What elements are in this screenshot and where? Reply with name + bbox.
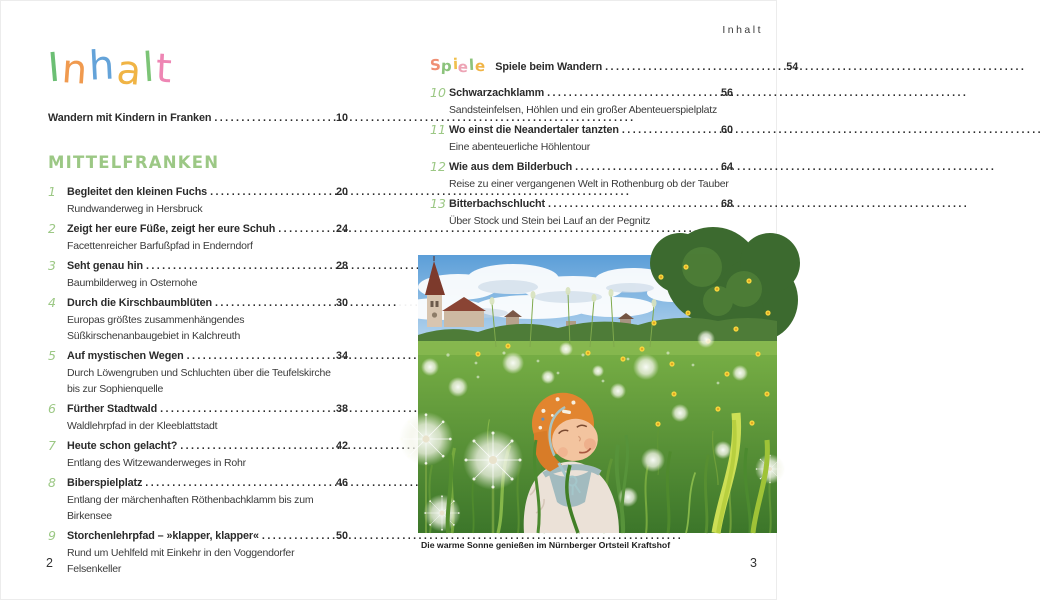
entry-title: Wandern mit Kindern in Franken xyxy=(48,112,212,124)
entry-title: Heute schon gelacht? xyxy=(67,440,178,452)
entry-subtitle-line: Süßkirschenanbaugebiet in Kalchreuth xyxy=(67,330,241,342)
colored-letter: t xyxy=(154,45,175,93)
entry-subtitle-line: Durch Löwengruben und Schluchten über die Teufelskirche xyxy=(67,367,331,379)
entry-subtitle xyxy=(67,365,348,397)
section-heading: MITTELFRANKEN xyxy=(48,153,220,172)
entry-subtitle xyxy=(67,492,348,524)
entry-page-number: 50 xyxy=(335,530,348,542)
dot-leader xyxy=(146,258,329,275)
toc-entry xyxy=(48,221,348,254)
entry-number: 4 xyxy=(48,295,56,310)
dot-leader xyxy=(575,159,714,176)
dot-leader xyxy=(215,295,329,312)
entry-subtitle-line: bis zur Sophienquelle xyxy=(67,383,164,395)
dot-leader xyxy=(262,528,329,545)
entry-title: Seht genau hin xyxy=(67,260,143,272)
entry-number: 1 xyxy=(48,184,56,199)
dot-leader xyxy=(548,196,714,213)
entry-number: 12 xyxy=(430,159,446,174)
dot-leader xyxy=(622,122,714,139)
entry-title: Storchenlehrpfad – »klapper, klapper« xyxy=(67,530,259,542)
entry-title: Fürther Stadtwald xyxy=(67,403,158,415)
entry-number: 2 xyxy=(48,221,56,236)
entry-subtitle-line: Rundwanderweg in Hersbruck xyxy=(67,203,203,215)
toc-entry xyxy=(48,528,348,577)
entry-title: Auf mystischen Wegen xyxy=(67,350,184,362)
dot-leader xyxy=(160,401,329,418)
colored-letter: e xyxy=(457,57,470,77)
entry-subtitle-line: Birkensee xyxy=(67,510,112,522)
entry-page-number: 10 xyxy=(335,112,348,124)
dot-leader xyxy=(278,221,329,238)
entry-title: Begleitet den kleinen Fuchs xyxy=(67,186,208,198)
entry-subtitle-line: Sandsteinfelsen, Höhlen und ein großer Abenteuerspielplatz xyxy=(449,104,718,116)
colored-letter: e xyxy=(474,56,486,76)
entry-subtitle-line: Über Stock und Stein bei Lauf an der Pegnitz xyxy=(449,215,651,227)
left-page xyxy=(48,0,348,581)
colored-letter: p xyxy=(440,56,453,76)
entry-subtitle-line: Baumbilderweg in Osternohe xyxy=(67,277,198,289)
toc-entry xyxy=(48,401,348,434)
entry-subtitle xyxy=(67,455,348,471)
page-number-left: 2 xyxy=(46,556,53,570)
entry-title: Durch die Kirschbaumblüten xyxy=(67,297,212,309)
toc-entry xyxy=(430,122,733,155)
entry-subtitle xyxy=(449,102,733,118)
entry-page-number: 68 xyxy=(720,198,733,210)
entry-number: 7 xyxy=(48,438,56,453)
entry-number: 13 xyxy=(430,196,446,211)
spiele-colored-word xyxy=(429,54,486,77)
entry-subtitle-line: Reise zu einer vergangenen Welt in Rothenburg ob der Tauber xyxy=(449,178,729,190)
entry-title: Spiele beim Wandern xyxy=(495,61,603,73)
colored-letter: a xyxy=(114,46,145,96)
entry-page-number: 42 xyxy=(335,440,348,452)
entry-number: 8 xyxy=(48,475,56,490)
toc-list-right xyxy=(430,85,733,229)
entry-number: 3 xyxy=(48,258,56,273)
toc-intro-entry xyxy=(48,110,348,127)
entry-number: 5 xyxy=(48,348,56,363)
toc-entry xyxy=(430,85,733,118)
colored-letter: I xyxy=(46,44,64,92)
meadow-photo xyxy=(418,255,777,533)
toc-list-left xyxy=(48,184,348,577)
entry-subtitle xyxy=(67,545,348,577)
dot-leader xyxy=(180,438,329,455)
running-header: Inhalt xyxy=(722,24,763,36)
entry-title: Biberspielplatz xyxy=(67,477,143,489)
entry-page-number: 24 xyxy=(335,223,348,235)
entry-subtitle-line: Entlang der märchenhaften Röthenbachklamm bis zum xyxy=(67,494,314,506)
entry-subtitle xyxy=(449,213,733,229)
toc-entry xyxy=(48,295,348,344)
entry-subtitle-line: Waldlehrpfad in der Kleeblattstadt xyxy=(67,420,218,432)
entry-title: Bitterbachschlucht xyxy=(449,198,545,210)
toc-entry xyxy=(48,258,348,291)
toc-entry xyxy=(48,475,348,524)
entry-subtitle-line: Europas größtes zusammenhängendes xyxy=(67,314,245,326)
entry-subtitle xyxy=(67,238,348,254)
entry-number: 11 xyxy=(430,122,446,137)
dot-leader xyxy=(605,59,779,76)
colored-letter: l xyxy=(468,55,476,75)
entry-page-number: 34 xyxy=(335,350,348,362)
dot-leader xyxy=(214,110,329,127)
dot-leader xyxy=(145,475,329,492)
entry-page-number: 30 xyxy=(335,297,348,309)
toc-entry xyxy=(48,348,348,397)
toc-spiele-entry xyxy=(429,54,799,77)
entry-page-number: 64 xyxy=(720,161,733,173)
entry-number: 9 xyxy=(48,528,56,543)
entry-subtitle xyxy=(449,176,733,192)
entry-page-number: 38 xyxy=(335,403,348,415)
entry-page-number: 28 xyxy=(335,260,348,272)
entry-title: Wie aus dem Bilderbuch xyxy=(449,161,573,173)
entry-page-number: 46 xyxy=(335,477,348,489)
toc-entry xyxy=(430,196,733,229)
page-number-right: 3 xyxy=(750,556,757,570)
dot-leader xyxy=(187,348,329,365)
page-title xyxy=(46,42,348,96)
entry-title: Schwarzachklamm xyxy=(449,87,545,99)
dot-leader xyxy=(547,85,714,102)
photo-caption: Die warme Sonne genießen im Nürnberger Ortsteil Kraftshof xyxy=(421,540,671,550)
entry-page-number: 54 xyxy=(786,61,799,73)
entry-subtitle xyxy=(67,312,348,344)
entry-number: 6 xyxy=(48,401,56,416)
colored-letter: i xyxy=(452,54,459,74)
meadow-photo-illustration xyxy=(418,255,777,533)
colored-letter: l xyxy=(141,44,158,92)
colored-letter: h xyxy=(87,42,118,90)
entry-subtitle-line: Facettenreicher Barfußpfad in Enderndorf xyxy=(67,240,253,252)
entry-number: 10 xyxy=(430,85,446,100)
entry-subtitle-line: Rund um Uehlfeld mit Einkehr in den Voggendorfer Felsenkeller xyxy=(67,547,295,575)
colored-letter: S xyxy=(429,55,442,75)
toc-entry xyxy=(48,184,348,217)
entry-page-number: 56 xyxy=(720,87,733,99)
entry-title: Zeigt her eure Füße, zeigt her eure Schuh xyxy=(67,223,276,235)
entry-subtitle xyxy=(67,201,348,217)
dot-leader xyxy=(210,184,329,201)
entry-title: Wo einst die Neandertaler tanzten xyxy=(449,124,619,136)
toc-entry xyxy=(48,438,348,471)
entry-page-number: 60 xyxy=(720,124,733,136)
entry-subtitle xyxy=(449,139,733,155)
entry-page-number: 20 xyxy=(335,186,348,198)
entry-subtitle xyxy=(67,418,348,434)
colored-letter: n xyxy=(60,46,91,94)
entry-subtitle-line: Entlang des Witzewanderweges in Rohr xyxy=(67,457,246,469)
entry-subtitle xyxy=(67,275,348,291)
entry-subtitle-line: Eine abenteuerliche Höhlentour xyxy=(449,141,591,153)
toc-entry xyxy=(430,159,733,192)
